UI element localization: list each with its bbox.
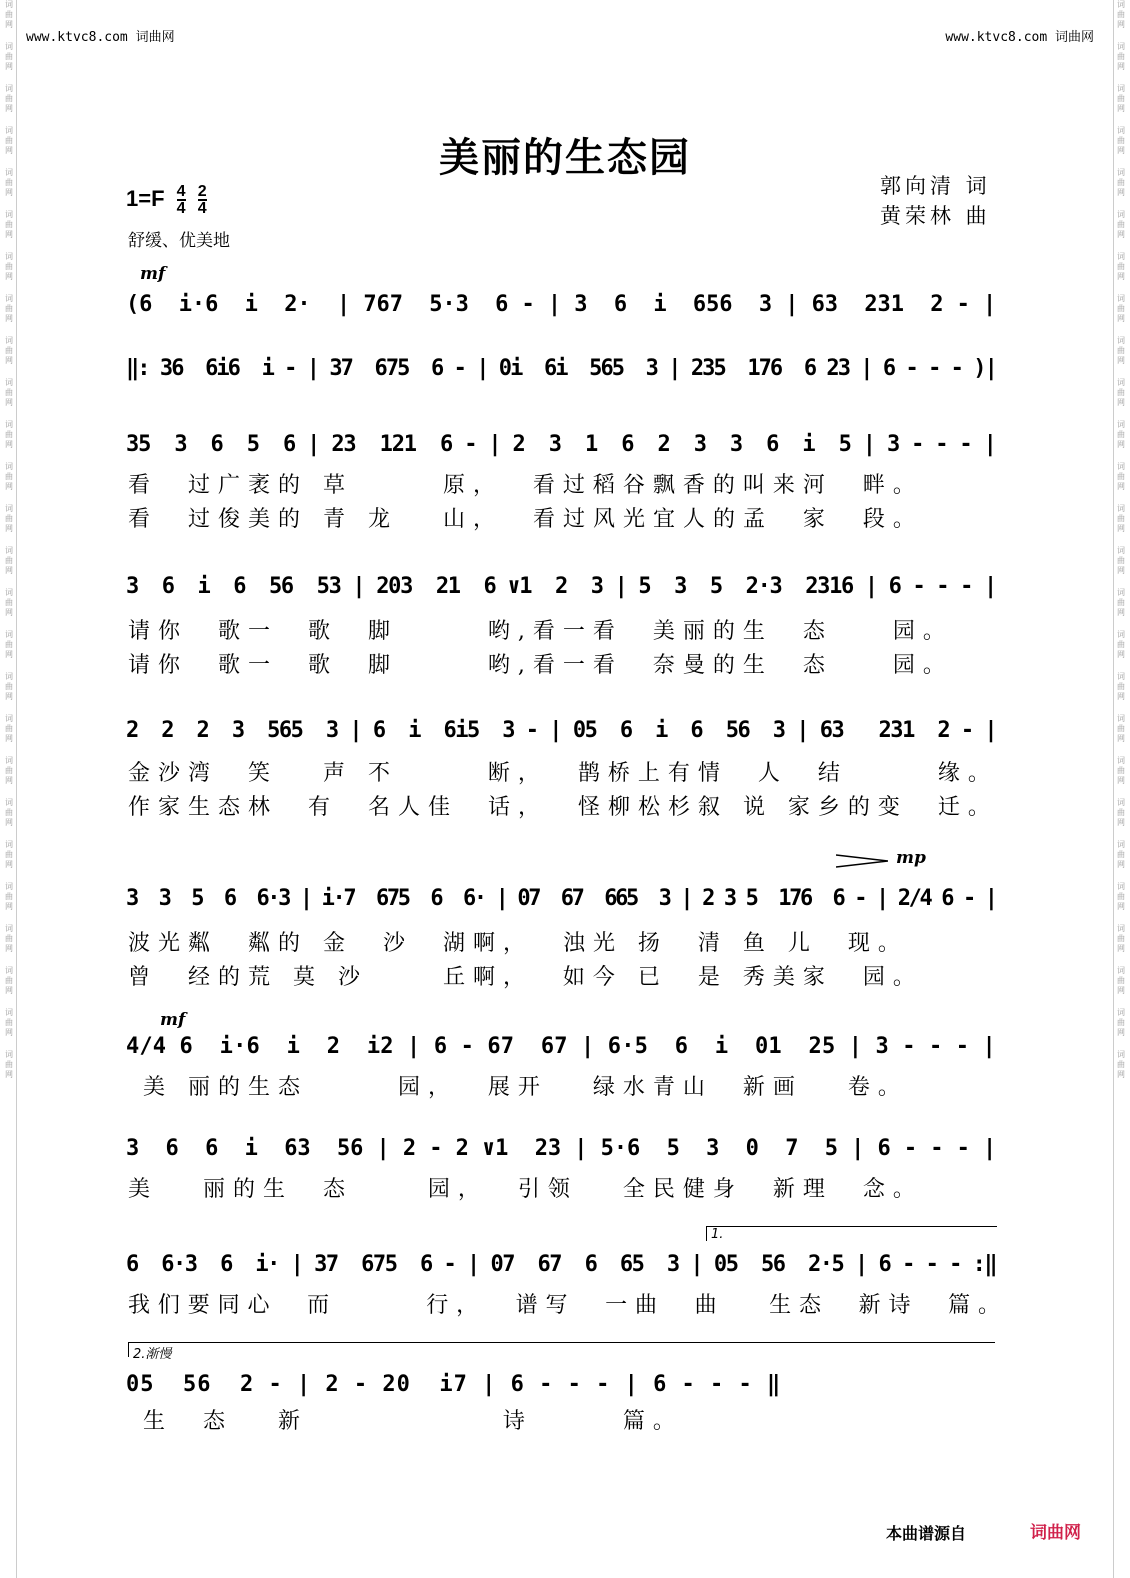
notation-line-5 (126, 716, 1002, 744)
key-label: 1=F (126, 185, 165, 211)
notation-line-4 (126, 572, 1002, 600)
lyric-line: 请你 歌一 歌 脚 哟,看一看 奈曼的生 态 园。 (128, 653, 953, 678)
lyric-line: 金沙湾 笑 声 不 断， 鹊桥上有情 人 结 缘。 (128, 761, 998, 786)
lyric-line: 波光粼 粼的 金 沙 湖啊， 浊光 扬 清 鱼 儿 现。 (128, 931, 908, 956)
footer-logo[interactable]: 词曲网 (1030, 1523, 1081, 1543)
time-signature-4-4: $\frac{4}{4}$ (176, 183, 186, 217)
dynamic-mp: mp (896, 848, 926, 868)
notation-line-1 (126, 290, 1002, 318)
song-title: 美丽的生态园 (439, 134, 691, 181)
lyric-line: 作家生态林 有 名人佳 话， 怪柳松杉叙 说 家乡的变 迁。 (128, 795, 998, 820)
notation-line-2 (126, 354, 1002, 382)
notation-line-8 (126, 1134, 1002, 1162)
time-signature-2-4: $\frac{2}{4}$ (197, 183, 207, 217)
notation-line-3 (126, 430, 1002, 458)
notes-text: 6 6·3 6 i· | 37 675 6 - | 07 67 6 65 3 | 05 56 2·5 | 6 - - - :‖ (126, 1251, 997, 1277)
lyric-line: 看 过俊美的 青 龙 山， 看过风光宜人的孟 家 段。 (128, 507, 923, 532)
notes-text: 4/4 6 i·6 i 2 i2 | 6 - 67 67 | 6·5 6 i 01 25 | 3 - - - | (126, 1033, 996, 1059)
notation-line-10 (126, 1370, 1002, 1398)
notes-text: 05 56 2 - | 2 - 20 i7 | 6 - - - | 6 - - - ‖ (126, 1371, 782, 1397)
dynamic-mf-2: mf (160, 1010, 186, 1030)
lyric-line: 曾 经的荒 莫 沙 丘啊， 如今 已 是 秀美家 园。 (128, 965, 923, 990)
dynamic-mf: mf (140, 264, 166, 284)
notation-line-7 (126, 1032, 1002, 1060)
lyric-line: 美 丽的生态 园， 展开 绿水青山 新画 卷。 (128, 1075, 908, 1100)
lyricist-credit: 郭向清 词 (880, 174, 991, 198)
lyric-line: 看 过广袤的 草 原， 看过稻谷飘香的叫来河 畔。 (128, 473, 923, 498)
notes-text: 3 6 i 6 56 53 | 203 21 6 ∨1 2 3 | 5 3 5 2·3 2316 | 6 - - - | (126, 573, 996, 599)
tempo-marking: 舒缓、优美地 (128, 231, 230, 251)
side-watermark-left: 词 曲 网 词 曲 网 词 曲 网 词 曲 网 词 曲 网 词 曲 网 词 曲 网 词 曲 网 词 曲 网 词 曲 网 词 曲 网 词 曲 网 词 曲 网 词 曲 网 词 曲 网 词 曲 网 词 曲 网 词 曲 网 词 曲 网 词 曲 网 词 曲 网 词 曲 网 词 曲 网 词 曲 网 词 曲 网 词 曲 网 (2, 0, 17, 1578)
notation-line-9 (126, 1250, 1002, 1278)
key-signature (126, 184, 207, 216)
notes-text: 3 6 6 i 63 56 | 2 - 2 ∨1 23 | 5·6 5 3 0 7 5 | 6 - - - | (126, 1135, 997, 1161)
volta-first-ending: 1. (706, 1226, 997, 1241)
side-watermark-right: 词 曲 网 词 曲 网 词 曲 网 词 曲 网 词 曲 网 词 曲 网 词 曲 网 词 曲 网 词 曲 网 词 曲 网 词 曲 网 词 曲 网 词 曲 网 词 曲 网 词 曲 网 词 曲 网 词 曲 网 词 曲 网 词 曲 网 词 曲 网 词 曲 网 词 曲 网 词 曲 网 词 曲 网 词 曲 网 词 曲 网 (1113, 0, 1128, 1578)
site-url-right[interactable]: www.ktvc8.com 词曲网 (945, 30, 1094, 45)
footer-source-label: 本曲谱源自 (886, 1524, 967, 1543)
decrescendo-hairpin (836, 854, 888, 868)
volta-second-ending: 2.渐慢 (128, 1342, 995, 1357)
notes-text: 3 3 5 6 6·3 | i·7 675 6 6· | 07 67 665 3 | 2 3 5 176 6 - | 2/4 6 - | (126, 885, 996, 911)
notes-text: 35 3 6 5 6 | 23 121 6 - | 2 3 1 6 2 3 3 6 i 5 | 3 - - - | (126, 431, 996, 457)
site-url-left[interactable]: www.ktvc8.com 词曲网 (26, 30, 175, 45)
lyric-line: 我们要同心 而 行， 谱写 一曲 曲 生态 新诗 篇。 (128, 1293, 1008, 1318)
lyric-line: 美 丽的生 态 园， 引领 全民健身 新理 念。 (128, 1177, 923, 1202)
notes-text: ‖: 36 6i6 i - | 37 675 6 - | 0i 6i 565 3 | 235 176 6 23 | 6 - - - )| (126, 355, 996, 381)
lyric-line: 请你 歌一 歌 脚 哟,看一看 美丽的生 态 园。 (128, 619, 953, 644)
notes-text: (6 i·6 i 2· | 767 5·3 6 - | 3 6 i 656 3 | 63 231 2 - | (126, 291, 997, 317)
notation-line-6 (126, 884, 1002, 912)
lyric-line: 生 态 新 诗 篇。 (128, 1409, 683, 1434)
composer-credit: 黄荣林 曲 (880, 204, 991, 228)
notes-text: 2 2 2 3 565 3 | 6 i 6i5 3 - | 05 6 i 6 56 3 | 63 231 2 - | (126, 717, 997, 743)
